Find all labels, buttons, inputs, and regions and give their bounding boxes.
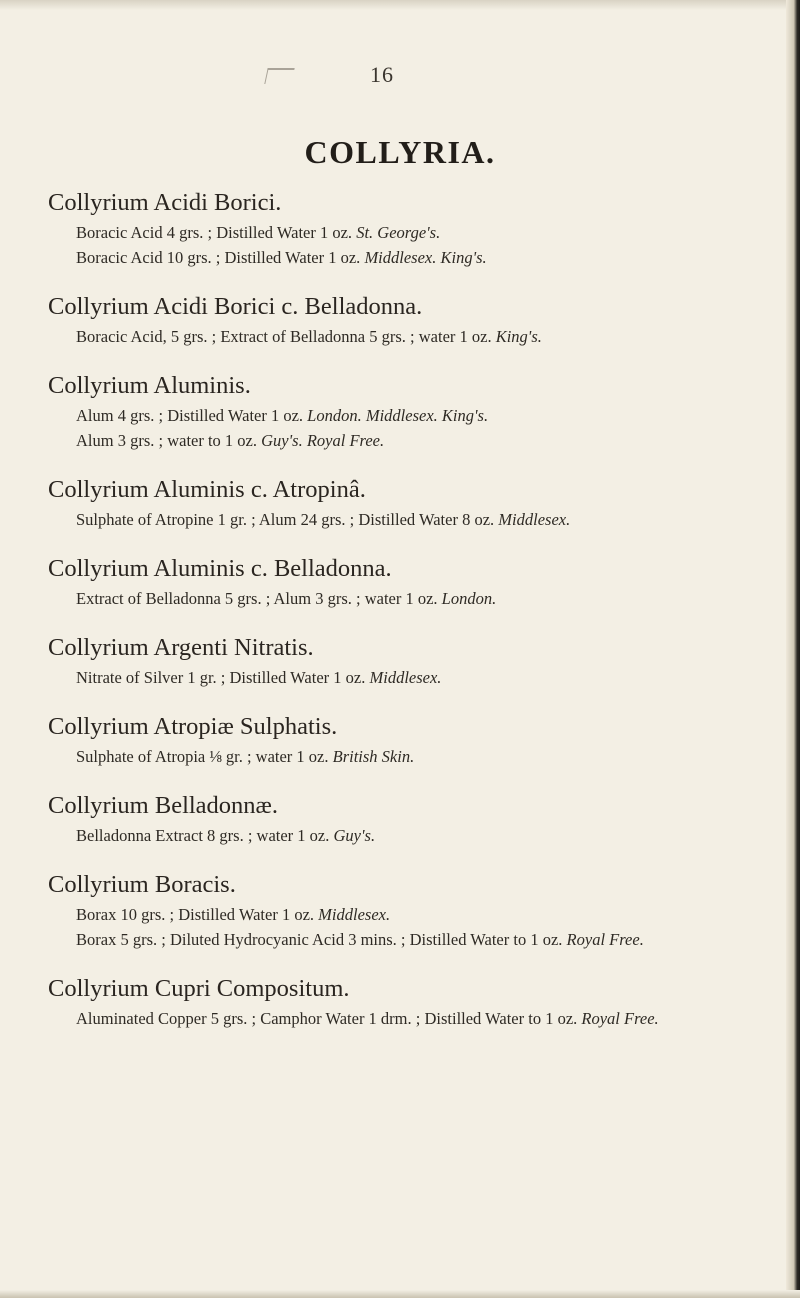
hospital-source: Guy's. Royal Free.: [261, 431, 385, 450]
page-top-edge: [0, 0, 800, 10]
collyrium-entry: [50, 791, 730, 846]
section-title: COLLYRIA.: [304, 134, 496, 170]
entry-title: Collyrium Cupri Compositum.: [48, 975, 350, 1002]
entry-title: Collyrium Aluminis c. Belladonna.: [48, 555, 392, 582]
formula-text: Belladonna Extract 8 grs. ; water 1 oz.: [76, 826, 330, 845]
hospital-source: St. George's.: [356, 223, 441, 242]
hospital-source: London. Middlesex. King's.: [307, 406, 489, 425]
formula-line: [50, 667, 730, 688]
formula-text: Sulphate of Atropine 1 gr. ; Alum 24 grs. ; Distilled Water 8 oz.: [76, 510, 495, 529]
entry-title: Collyrium Boracis.: [48, 871, 236, 898]
formula-text: Boracic Acid, 5 grs. ; Extract of Belladonna 5 grs. ; water 1 oz.: [76, 327, 492, 346]
entry-title: Collyrium Acidi Borici.: [48, 189, 282, 216]
formula-line: [50, 825, 730, 846]
collyrium-entry: [50, 633, 730, 688]
collyrium-entry: [50, 974, 730, 1029]
collyrium-entry: [50, 712, 730, 767]
hospital-source: Middlesex.: [369, 668, 442, 687]
formula-text: Nitrate of Silver 1 gr. ; Distilled Water 1 oz.: [76, 668, 366, 687]
formula-line: [50, 904, 730, 925]
hospital-source: Royal Free.: [566, 930, 644, 949]
page-number: 16: [370, 62, 394, 87]
collyrium-entry: [50, 371, 730, 451]
entry-title: Collyrium Belladonnæ.: [48, 792, 279, 819]
page-spine-edge: [786, 0, 800, 1298]
formula-line: [50, 247, 730, 268]
collyrium-entry: [50, 292, 730, 347]
formula-line: [50, 929, 730, 950]
formula-text: Alum 4 grs. ; Distilled Water 1 oz.: [76, 406, 304, 425]
hospital-source: Royal Free.: [581, 1009, 659, 1028]
entry-title: Collyrium Atropiæ Sulphatis.: [48, 713, 338, 740]
formula-line: [50, 746, 730, 767]
formula-line: [50, 588, 730, 609]
entry-title: Collyrium Argenti Nitratis.: [48, 634, 314, 661]
formula-line: [50, 326, 730, 347]
formula-text: Sulphate of Atropia ⅛ gr. ; water 1 oz.: [76, 747, 329, 766]
collyrium-entry: [50, 554, 730, 609]
formula-text: Extract of Belladonna 5 grs. ; Alum 3 grs. ; water 1 oz.: [76, 589, 438, 608]
formula-line: [50, 405, 730, 426]
formula-line: [50, 509, 730, 530]
hospital-source: Guy's.: [333, 826, 376, 845]
collyrium-entry: [50, 475, 730, 530]
formula-line: [50, 222, 730, 243]
entry-title: Collyrium Aluminis c. Atropinâ.: [48, 476, 366, 503]
entries-list: [50, 188, 730, 1053]
hospital-source: Middlesex.: [498, 510, 571, 529]
formula-text: Boracic Acid 4 grs. ; Distilled Water 1 oz.: [76, 223, 353, 242]
hospital-source: King's.: [495, 327, 542, 346]
formula-text: Boracic Acid 10 grs. ; Distilled Water 1 oz.: [76, 248, 361, 267]
collyrium-entry: [50, 870, 730, 950]
formula-text: Borax 5 grs. ; Diluted Hydrocyanic Acid 3 mins. ; Distilled Water to 1 oz.: [76, 930, 563, 949]
formula-text: Alum 3 grs. ; water to 1 oz.: [76, 431, 258, 450]
hospital-source: Middlesex.: [318, 905, 391, 924]
entry-title: Collyrium Acidi Borici c. Belladonna.: [48, 293, 423, 320]
hospital-source: London.: [441, 589, 497, 608]
collyrium-entry: [50, 188, 730, 268]
formula-text: Borax 10 grs. ; Distilled Water 1 oz.: [76, 905, 315, 924]
page-bottom-edge: [0, 1290, 800, 1298]
formula-line: [50, 430, 730, 451]
hospital-source: British Skin.: [332, 747, 415, 766]
entry-title: Collyrium Aluminis.: [48, 372, 251, 399]
hospital-source: Middlesex. King's.: [364, 248, 487, 267]
formula-line: [50, 1008, 730, 1029]
formula-text: Aluminated Copper 5 grs. ; Camphor Water 1 drm. ; Distilled Water to 1 oz.: [76, 1009, 578, 1028]
print-mark: [264, 68, 294, 84]
